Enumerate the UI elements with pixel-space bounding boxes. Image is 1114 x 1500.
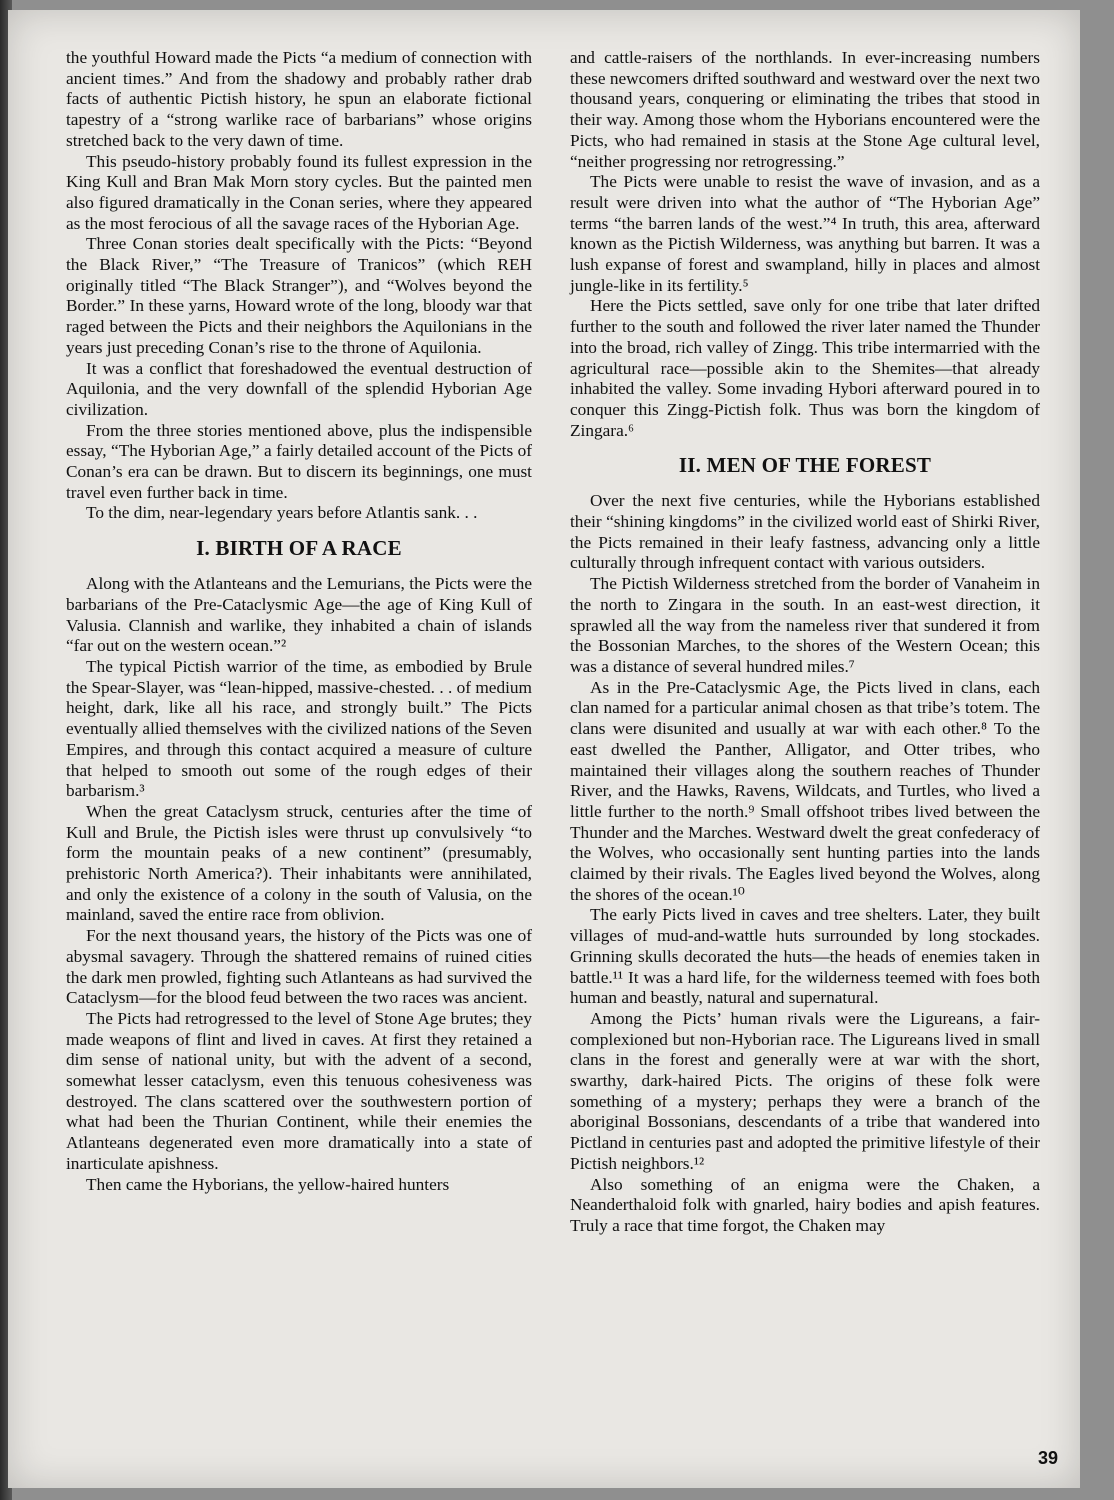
paragraph: This pseudo-history probably found its fullest expression in the King Kull and Bran Mak Morn story cycles. But the painted men also figured dramatically in the Conan series, where they appeared as the most ferocious of all the savage races of the Hyborian Age. bbox=[66, 151, 532, 233]
paragraph: Three Conan stories dealt specifically with the Picts: “Beyond the Black River,” “The Treasure of Tranicos” (which REH originally titled “The Black Stranger”), and “Wolves beyond the Border.” In these yarns, Howard wrote of the long, bloody war that raged between the Picts and their neighbors the Aquilonians in the years just preceding Conan’s rise to the throne of Aquilonia. bbox=[66, 234, 532, 357]
left-column bbox=[66, 48, 532, 1195]
paragraph: To the dim, near-legendary years before Atlantis sank. . . bbox=[86, 503, 478, 523]
paragraph: The early Picts lived in caves and tree shelters. Later, they built villages of mud-and-wattle huts surrounded by long stockades. Grinning skulls decorated the huts—the heads of enemies taken in battle.¹¹ It was a hard life, for the wilderness teemed with foes both human and beastly, natural and supernatural. bbox=[570, 905, 1040, 1008]
right-column bbox=[570, 48, 1040, 1237]
section-heading-birth-of-a-race: I. BIRTH OF A RACE bbox=[196, 536, 402, 561]
page-number: 39 bbox=[1038, 1448, 1059, 1468]
paragraph: Here the Picts settled, save only for one tribe that later drifted further to the south and followed the river later named the Thunder into the broad, rich valley of Zingg. This tribe intermarried with the agricultural race—possible akin to the Shemites—that already inhabited the valley. Some invading Hybori afterward poured in to conquer this Zingg-Pictish folk. Thus was born the kingdom of Zingara.⁶ bbox=[570, 296, 1040, 440]
paragraph: Also something of an enigma were the Chaken, a Neanderthaloid folk with gnarled, hairy bodies and apish features. Truly a race that time forgot, the Chaken may bbox=[570, 1174, 1040, 1235]
magazine-page bbox=[8, 10, 1080, 1488]
paragraph: the youthful Howard made the Picts “a medium of connection with ancient times.” And from the shadowy and probably rather drab facts of authentic Pictish history, he spun an elaborate fictional tapestry of a “strong warlike race of barbarians” whose origins stretched back to the very dawn of time. bbox=[66, 48, 532, 150]
paragraph: For the next thousand years, the history of the Picts was one of abysmal savagery. Through the shattered remains of ruined cities the dark men prowled, fighting such Atlanteans as had survived the Cataclysm—for the blood feud between the two races was ancient. bbox=[66, 926, 532, 1008]
paragraph: From the three stories mentioned above, plus the indispensible essay, “The Hyborian Age,” a fairly detailed account of the Picts of Conan’s era can be drawn. But to discern its beginnings, one must travel even further back in time. bbox=[66, 420, 532, 502]
paragraph: The typical Pictish warrior of the time, as embodied by Brule the Spear-Slayer, was “lean-hipped, massive-chested. . . of medium height, dark, like all his race, and strongly built.” The Picts eventually allied themselves with the civilized nations of the Seven Empires, and through this contact acquired a measure of culture that helped to smooth out some of the rough edges of their barbarism.³ bbox=[66, 656, 532, 801]
paragraph: Along with the Atlanteans and the Lemurians, the Picts were the barbarians of the Pre-Cataclysmic Age—the age of King Kull of Valusia. Clannish and warlike, they inhabited a chain of islands “far out on the western ocean.”² bbox=[66, 574, 532, 656]
paragraph: The Picts were unable to resist the wave of invasion, and as a result were driven into what the author of “The Hyborian Age” terms “the barren lands of the west.”⁴ In truth, this area, afterward known as the Pictish Wilderness, was anything but barren. It was a lush expanse of forest and swampland, hilly in places and almost jungle-like in its fertility.⁵ bbox=[570, 172, 1040, 295]
paragraph: Over the next five centuries, while the Hyborians established their “shining kingdoms” in the civilized world east of Shirki River, the Picts remained in their leafy fastness, advancing only a little culturally through infrequent contact with various outsiders. bbox=[570, 491, 1040, 573]
paragraph: As in the Pre-Cataclysmic Age, the Picts lived in clans, each clan named for a particular animal chosen as that tribe’s totem. The clans were disunited and usually at war with each other.⁸ To the east dwelled the Panther, Alligator, and Otter tribes, who maintained their villages along the southern reaches of Thunder River, and the Hawks, Ravens, Wildcats, and Turtles, who lived a little further to the north.⁹ Small offshoot tribes lived between the Thunder and the Marches. Westward dwelt the great confederacy of the Wolves, who occasionally sent hunting parties into the lands claimed by their rivals. The Eagles lived beyond the Wolves, along the shores of the ocean.¹⁰ bbox=[570, 677, 1040, 904]
paragraph: and cattle-raisers of the northlands. In ever-increasing numbers these newcomers drifted southward and westward over the next two thousand years, conquering or eliminating the tribes that stood in their way. Among those whom the Hyborians encountered were the Picts, who had remained in stasis at the Stone Age cultural level, “neither progressing nor retrogressing.” bbox=[570, 48, 1040, 171]
paragraph: The Pictish Wilderness stretched from the border of Vanaheim in the north to Zingara in the south. In an east-west direction, it sprawled all the way from the nameless river that sundered it from the Bossonian Marches, to the shores of the Western Ocean; this was a distance of several hundred miles.⁷ bbox=[570, 574, 1040, 676]
paragraph: Then came the Hyborians, the yellow-haired hunters bbox=[86, 1174, 450, 1194]
section-heading-men-of-the-forest: II. MEN OF THE FOREST bbox=[678, 453, 932, 478]
paragraph: It was a conflict that foreshadowed the eventual destruction of Aquilonia, and the very downfall of the splendid Hyborian Age civilization. bbox=[66, 358, 532, 419]
paragraph: Among the Picts’ human rivals were the Ligureans, a fair-complexioned but non-Hyborian race. The Ligureans lived in small clans in the forest and generally were at war with the short, swarthy, dark-haired Picts. The origins of these folk were something of a mystery; perhaps they were a branch of the aboriginal Bossonians, descendants of a tribe that wandered into Pictland in centuries past and adopted the primitive lifestyle of their Pictish neighbors.¹² bbox=[570, 1008, 1040, 1173]
paragraph: The Picts had retrogressed to the level of Stone Age brutes; they made weapons of flint and lived in caves. At first they retained a dim sense of national unity, but with the advent of a second, somewhat lesser cataclysm, even this tenuous cohesiveness was destroyed. The clans scattered over the southwestern portion of what had been the Thurian Continent, while their enemies the Atlanteans degenerated even more dramatically into a state of inarticulate apishness. bbox=[66, 1008, 532, 1173]
paragraph: When the great Cataclysm struck, centuries after the time of Kull and Brule, the Pictish isles were thrust up convulsively “to form the mountain peaks of a new continent” (presumably, prehistoric North America?). Their inhabitants were annihilated, and only the existence of a colony in the south of Valusia, on the mainland, saved the entire race from oblivion. bbox=[66, 801, 532, 925]
